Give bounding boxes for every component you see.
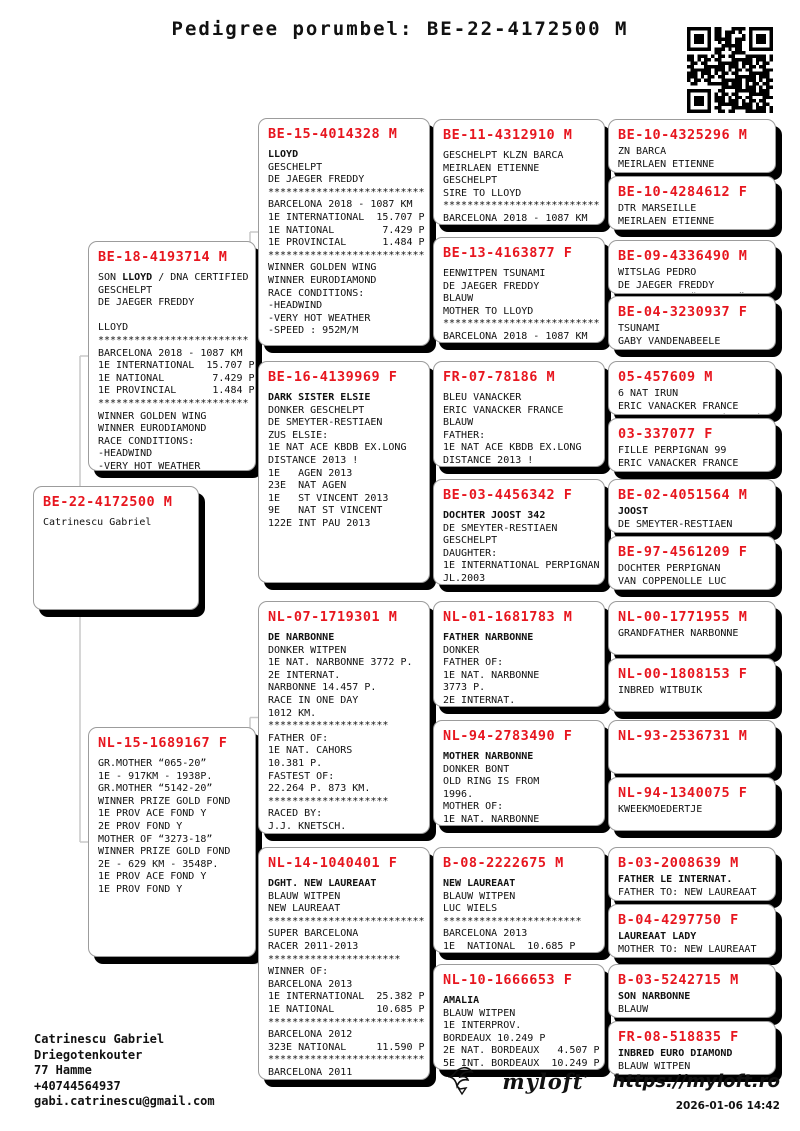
card-text-line [618, 747, 766, 760]
card-text-line: BARCELONA 2012 [268, 1029, 353, 1041]
ring-number: B-04-4297750 F [618, 912, 739, 928]
card-text-line: 1E NAT ACE KBDB EX.LONG [443, 442, 582, 454]
card-text-line: WINNER PRIZE GOLD FOND [98, 795, 231, 807]
card-text-line: ERIC VANACKER FRANCE [443, 404, 564, 416]
card-text-line: -HEADWIND [268, 300, 323, 312]
card-text-line: 1E NAT. CAHORS [268, 745, 353, 757]
card-text-line: ERIC VANACKER FRANCE [618, 400, 739, 412]
pedigree-card-BE-15-4014328-M [258, 118, 430, 346]
card-text-line: WINNER GOLDEN WING [268, 262, 377, 274]
owner-contact-line: gabi.catrinescu@gmail.com [34, 1094, 215, 1108]
card-text-line: NARBONNE 14.457 P. [268, 682, 377, 694]
card-text-line: 10.381 P. [268, 757, 323, 769]
card-text-line: MOTHER OF “3273-18” [98, 833, 213, 845]
card-text-line: DOCHTER JOOST 342 [443, 510, 546, 521]
site-url: https://myloft.ro [612, 1070, 780, 1092]
card-details [443, 995, 600, 1070]
card-text-line: FATHER: [443, 429, 486, 441]
card-text-line: MEIRLAEN ETIENNE [618, 215, 715, 227]
card-text-line: GESCHELPT [98, 284, 153, 296]
pedigree-card-NL-14-1040401-F [258, 847, 430, 1080]
card-text-line: 122E INT PAU 2013 [268, 517, 371, 529]
card-details [618, 388, 766, 415]
card-text-line: LLOYD [98, 322, 129, 334]
pedigree-card-NL-01-1681783-M [433, 601, 605, 707]
card-text-line [618, 531, 766, 533]
card-text-line: BLAUW [618, 1003, 649, 1015]
card-text-line: ZUS ELSIE: [268, 429, 329, 441]
pedigree-card-NL-10-1666653-F [433, 964, 605, 1070]
card-text-line: EENWITPEN TSUNAMI [443, 268, 546, 279]
card-text-line [618, 228, 766, 230]
card-text-line: LLOYD [268, 149, 299, 160]
ring-number: BE-13-4163877 F [443, 245, 573, 261]
card-text-line: 1E NATIONAL 7.429 P [268, 224, 425, 236]
card-text-line: WINNER GOLDEN WING [98, 410, 207, 422]
card-text-line: ******************** [268, 795, 389, 807]
card-details [618, 563, 766, 590]
card-text-line: 9E NAT ST VINCENT [268, 505, 383, 517]
owner-contact-line: +40744564937 [34, 1078, 121, 1093]
card-text-line: FASTEST OF: [268, 770, 335, 782]
card-text-line: ************************** [443, 200, 600, 212]
card-text-line [618, 899, 766, 901]
card-text-line: 2E NAT. BORDEAUX 4.507 P [443, 1045, 600, 1057]
ring-number: NL-00-1808153 F [618, 666, 748, 682]
pedigree-card-BE-04-3230937-F [608, 296, 776, 350]
card-text-line [98, 310, 246, 323]
card-text-line [618, 171, 766, 173]
card-text-line: ZN BARCA [618, 146, 667, 157]
card-details [443, 268, 600, 343]
ring-number: BE-97-4561209 F [618, 544, 748, 560]
card-text-line: WINNER EURODIAMOND [98, 423, 207, 435]
pedigree-card-NL-00-1808153-F [608, 658, 776, 712]
card-text-line: DONKER BONT [443, 763, 510, 775]
card-text-line [618, 698, 766, 711]
card-text-line: BLAUW WITPEN [268, 890, 341, 902]
card-text-line: GESCHELPT KLZN BARCA [443, 150, 564, 161]
card-details [443, 392, 595, 467]
pedigree-card-B-04-4297750-F [608, 904, 776, 958]
card-text-line: DE SMEYTER-RESTIAEN [268, 417, 383, 429]
card-text-line: NEW LAUREAAT [443, 878, 516, 889]
card-details [618, 506, 766, 533]
card-text-line: ******************** [268, 720, 389, 732]
card-details [618, 931, 766, 958]
pedigree-card-BE-18-4193714-M [88, 241, 256, 471]
card-details [618, 804, 766, 831]
card-text-line: 1E - 917KM - 1938P. [98, 770, 213, 782]
card-details [618, 991, 766, 1018]
card-text-line: ************************** [268, 1016, 425, 1028]
card-text-line: 2E INTERNAT. [443, 694, 516, 706]
ring-number: FR-08-518835 F [618, 1029, 739, 1045]
card-text-line [618, 956, 766, 958]
card-text-line: FATHER LE INTERNAT. [618, 874, 733, 885]
card-text-line: MEIRLAEN ETIENNE [443, 162, 540, 174]
footer-brand [448, 1064, 780, 1112]
pedigree-card-B-03-5242715-M [608, 964, 776, 1018]
card-text-line [618, 760, 766, 773]
card-text-line: GR.MOTHER “065-20” [98, 758, 207, 769]
card-text-line: GRANDFATHER NARBONNE [618, 628, 739, 639]
card-text-line: BORDEAUX 10.249 P [443, 1032, 546, 1044]
card-text-line: MOTHER TO LLOYD [443, 305, 534, 317]
card-text-line: 22.264 P. 873 KM. [268, 783, 371, 795]
card-text-line: OLD RING IS FROM [443, 776, 540, 788]
card-text-line: WINNER EURODIAMOND [268, 274, 377, 286]
card-text-line: 1E PROV ACE FOND Y [98, 871, 207, 883]
card-text-line: FATHER OF: [268, 732, 329, 744]
card-text-line: MEIRLAEN ETIENNE [618, 158, 715, 170]
card-details [618, 267, 766, 294]
card-text-line: BARCELONA 2018 - 1087 KM [443, 212, 588, 224]
ring-number: B-03-2008639 M [618, 855, 739, 871]
ring-number: BE-22-4172500 M [43, 494, 173, 510]
card-details [618, 445, 766, 472]
card-text-line: DARK SISTER ELSIE [268, 392, 371, 403]
card-text-line: ************************** [268, 249, 425, 261]
card-text-line: INBRED WITBUIK [618, 685, 703, 696]
card-details [268, 878, 425, 1080]
card-text-line: LAUREAAT LADY [618, 931, 697, 942]
card-text-line: DE SMEYTER-RESTIAEN [618, 518, 733, 530]
card-text-line: DAUGHTER: [443, 547, 498, 559]
card-text-line: J.J. KNETSCH. [268, 820, 347, 832]
card-text-line [618, 470, 766, 472]
ring-number: BE-03-4456342 F [443, 487, 573, 503]
card-text-line: DE JAEGER FREDDY [443, 280, 540, 292]
card-text-line: DONKER [443, 644, 480, 656]
card-text-line: 5E INT. BORDEAUX 10.249 P [443, 1057, 600, 1069]
card-text-line: BARCELONA 2013 [443, 928, 528, 940]
card-text-line: MOTHER TO: NEW LAUREAAT [618, 943, 757, 955]
ring-number: NL-01-1681783 M [443, 609, 573, 625]
pedigree-card-FR-07-78186-M [433, 361, 605, 467]
card-text-line: -HEADWIND [98, 448, 153, 460]
card-details [268, 632, 420, 834]
pedigree-card-NL-93-2536731-M [608, 720, 776, 774]
card-text-line: VAN COPPENOLLE LUC [618, 575, 727, 587]
ring-number: NL-00-1771955 M [618, 609, 748, 625]
card-text-line: 1E INTERNATIONAL 15.707 P [98, 360, 255, 372]
print-timestamp: 2026-01-06 14:42 [675, 1100, 780, 1112]
card-details [618, 874, 766, 901]
card-text-line: GR.MOTHER “5142-20” [98, 783, 213, 795]
card-text-line: DE JAEGER FREDDY [268, 174, 365, 186]
card-text-line: 1996. [443, 788, 474, 800]
card-text-line [618, 348, 766, 350]
pedigree-card-NL-15-1689167-F [88, 727, 256, 957]
card-text-line: 1E PROVINCIAL 1.484 P [268, 237, 425, 249]
card-text-line: DE JAEGER FREDDY [98, 297, 195, 309]
ring-number: FR-07-78186 M [443, 369, 556, 385]
card-text-line: 1E NATIONAL 10.685 P [443, 940, 576, 952]
card-text-line: BARCELONA 2018 - 1087 KM [268, 199, 413, 211]
card-text-line: 1E NAT. NARBONNE 3772 P. [268, 657, 413, 669]
pedigree-card-BE-16-4139969-F [258, 361, 430, 583]
ring-number: 05-457609 M [618, 369, 713, 385]
card-text-line: ************************** [268, 186, 425, 198]
card-text-line: 1E NAT. NARBONNE [443, 813, 540, 825]
card-text-line: FILLE PERPIGNAN 99 [618, 445, 727, 456]
ring-number: BE-15-4014328 M [268, 126, 398, 142]
card-details [43, 517, 189, 530]
card-text-line: ************************* [98, 334, 249, 346]
ring-number: BE-09-4336490 M [618, 248, 748, 264]
card-text-line: DGHT. NEW LAUREAAT [268, 878, 377, 889]
card-text-line: JL.2003 [443, 572, 486, 584]
card-text-line: DISTANCE 2013 ! [443, 454, 534, 466]
card-text-line: RACED BY: [268, 808, 323, 820]
card-details [268, 392, 420, 531]
card-text-line: 2E INTERNAT. [268, 669, 341, 681]
card-text-line: BARCELONA 2018 - 1087 KM [98, 347, 243, 359]
card-details [443, 751, 595, 826]
card-text-line: KWEEKMOEDERTJE [618, 804, 703, 815]
card-text-line: BLAUW [443, 293, 474, 305]
pedigree-card-BE-03-4456342-F [433, 479, 605, 585]
card-text-line [618, 1016, 766, 1018]
ring-number: NL-94-2783490 F [443, 728, 573, 744]
ring-number: BE-18-4193714 M [98, 249, 228, 265]
card-text-line: 1E INTERPROV. [443, 1020, 522, 1032]
card-text-line: 1E NATIONAL 7.429 P [98, 372, 255, 384]
card-text-line: RACE CONDITIONS: [98, 435, 195, 447]
card-details [443, 632, 595, 707]
card-text-line: 1E PROVINCIAL 1.484 P [98, 385, 255, 397]
card-text-line: TSUNAMI [618, 323, 661, 334]
pedigree-card-BE-97-4561209-F [608, 536, 776, 590]
ring-number: BE-04-3230937 F [618, 304, 748, 320]
card-text-line: GESCHELPT [443, 175, 498, 187]
pedigree-card-BE-22-4172500-M [33, 486, 199, 610]
pedigree-card-BE-13-4163877-F [433, 237, 605, 343]
card-text-line: 2E PROV FOND Y [98, 820, 183, 832]
card-text-line: LUC WIELS [443, 903, 498, 915]
card-text-line: GESCHELPT [268, 161, 323, 173]
card-text-line: WINNER PRIZE GOLD FOND [98, 846, 231, 858]
card-text-line [618, 641, 766, 654]
card-text-line: BARCELONA 2013 [268, 978, 353, 990]
ring-number: B-08-2222675 M [443, 855, 564, 871]
card-details [618, 323, 766, 350]
pedigree-card-BE-02-4051564-M [608, 479, 776, 533]
card-text-line: ERIC VANACKER FRANCE [618, 457, 739, 469]
ring-number: BE-16-4139969 F [268, 369, 398, 385]
card-details [618, 628, 766, 655]
card-text-line: DISTANCE 2013 ! [268, 454, 359, 466]
card-text-line: ************************** [268, 915, 425, 927]
card-details [618, 685, 766, 712]
card-text-line: BLAUW [443, 417, 474, 429]
card-text-line: WITSLAG PEDRO [618, 267, 697, 278]
card-text-line: ************************* [98, 397, 249, 409]
owner-contact-line: 77 Hamme [34, 1063, 92, 1077]
card-text-line: *********************** [443, 915, 582, 927]
card-text-line: 1E PROV ACE FOND Y [98, 808, 207, 820]
card-text-line: BLAUW WITPEN [443, 1007, 516, 1019]
card-text-line: 1E NATIONAL 10.685 P [268, 1003, 425, 1015]
pedigree-card-NL-94-2783490-F [433, 720, 605, 826]
ring-number: NL-93-2536731 M [618, 728, 748, 744]
card-text-line: Catrinescu Gabriel [43, 517, 152, 528]
card-text-line: 23E NAT AGEN [268, 480, 347, 492]
card-text-line: 3773 P. [443, 682, 486, 694]
card-text-line [618, 413, 766, 415]
card-text-line: DE JAEGER FREDDY [618, 279, 715, 291]
owner-contact-line: Catrinescu Gabriel [34, 1032, 165, 1046]
ring-number: NL-10-1666653 F [443, 972, 573, 988]
card-text-line: 1E INTERNATIONAL PERPIGNAN [443, 560, 600, 572]
card-text-line: 1E INTERNATIONAL 25.382 P [268, 991, 425, 1003]
card-text-line: ************************** [268, 1054, 425, 1066]
card-text-line: 1E ST VINCENT 2013 [268, 492, 389, 504]
pedigree-card-BE-10-4325296-M [608, 119, 776, 173]
card-text-line: RACE CONDITIONS: [268, 287, 365, 299]
card-text-line: FATHER OF: [443, 657, 504, 669]
card-text-line: RACER 2011-2013 [268, 940, 359, 952]
myloft-logo-text: myloft° [502, 1068, 589, 1094]
page-title: Pedigree porumbel: BE-22-4172500 M [171, 18, 629, 40]
card-text-line: 1E PROV FOND Y [98, 883, 183, 895]
card-text-line [618, 653, 766, 655]
card-details [98, 272, 255, 471]
card-text-line [618, 772, 766, 774]
card-text-line: 323E NATIONAL 11.590 P [268, 1041, 425, 1053]
card-text-line: FATHER TO: NEW LAUREAAT [618, 886, 757, 898]
card-text-line: SIRE TO LLOYD [443, 187, 522, 199]
pedigree-card-NL-07-1719301-M [258, 601, 430, 834]
card-text-line: 6 NAT IRUN [618, 388, 679, 399]
pedigree-card-BE-11-4312910-M [433, 119, 605, 225]
ring-number: BE-11-4312910 M [443, 127, 573, 143]
card-text-line: DOCHTER PERPIGNAN [618, 563, 721, 574]
card-details [618, 203, 766, 230]
card-text-line: DE NARBONNE [268, 632, 335, 643]
card-text-line: BLAUW WITPEN [618, 1060, 691, 1072]
card-text-line: FATHER NARBONNE [443, 632, 534, 643]
card-details [618, 146, 766, 173]
ring-number: NL-07-1719301 M [268, 609, 398, 625]
card-text-line: DONKER WITPEN [268, 644, 347, 656]
bird-logo-icon [448, 1064, 492, 1098]
card-text-line [618, 817, 766, 830]
ring-number: BE-10-4284612 F [618, 184, 748, 200]
ring-number: B-03-5242715 M [618, 972, 739, 988]
pedigree-card-BE-09-4336490-M [608, 240, 776, 294]
card-text-line: NEW LAUREAAT [268, 903, 341, 915]
card-text-line [618, 292, 766, 294]
card-text-line: WINNER OF: [268, 966, 329, 978]
card-text-line [618, 588, 766, 590]
card-details [268, 149, 425, 338]
ring-number: NL-14-1040401 F [268, 855, 398, 871]
ring-number: NL-15-1689167 F [98, 735, 228, 751]
card-details [98, 758, 246, 897]
card-text-line [618, 710, 766, 712]
card-text-line: SON LLOYD / DNA CERTIFIED [98, 272, 249, 283]
card-text-line: ********************** [268, 953, 401, 965]
card-text-line: 1E INTERNATIONAL 15.707 P [268, 211, 425, 223]
card-details [618, 747, 766, 774]
card-text-line: MOTHER NARBONNE [443, 751, 534, 762]
card-text-line: RACE IN ONE DAY [268, 694, 359, 706]
card-text-line: 1E AGEN 2013 [268, 467, 353, 479]
card-text-line: 1012 KM. [268, 707, 317, 719]
ring-number: BE-10-4325296 M [618, 127, 748, 143]
pedigree-card-B-03-2008639-M [608, 847, 776, 901]
ring-number: 03-337077 F [618, 426, 713, 442]
card-text-line: -VERY HOT WEATHER [98, 460, 201, 471]
card-text-line: BARCELONA 2011 [268, 1066, 353, 1078]
card-text-line: BARCELONA 2018 - 1087 KM [443, 330, 588, 342]
card-text-line: AMALIA [443, 995, 480, 1006]
card-text-line: SUPER BARCELONA [268, 928, 359, 940]
card-details [443, 878, 595, 953]
card-text-line: 1E NAT. NARBONNE [443, 669, 540, 681]
card-text-line: 2E - 629 KM - 3548P. [98, 858, 219, 870]
card-details [443, 510, 600, 585]
owner-contact-line: Driegotenkouter [34, 1047, 143, 1062]
card-text-line: DTR MARSEILLE [618, 203, 697, 214]
card-text-line: GABY VANDENABEELE [618, 335, 721, 347]
pedigree-card-NL-00-1771955-M [608, 601, 776, 655]
card-text-line [618, 829, 766, 831]
card-text-line: DONKER GESCHELPT [268, 404, 365, 416]
card-text-line: DE SMEYTER-RESTIAEN [443, 522, 558, 534]
card-text-line: -VERY HOT WEATHER [268, 312, 371, 324]
card-details [443, 150, 600, 225]
pedigree-card-05-457609-M [608, 361, 776, 415]
card-text-line: SON NARBONNE [618, 991, 691, 1002]
card-text-line: BLAUW WITPEN [443, 890, 516, 902]
card-text-line: INBRED EURO DIAMOND [618, 1048, 733, 1059]
card-text-line: JOOST [618, 506, 649, 517]
card-text-line: GESCHELPT [443, 535, 498, 547]
card-text-line: 1E NAT ACE KBDB EX.LONG [268, 442, 407, 454]
pedigree-card-03-337077-F [608, 418, 776, 472]
card-text-line: MOTHER OF: [443, 801, 504, 813]
ring-number: BE-02-4051564 M [618, 487, 748, 503]
pedigree-card-BE-10-4284612-F [608, 176, 776, 230]
pedigree-card-B-08-2222675-M [433, 847, 605, 953]
card-text-line: ************************** [443, 318, 600, 330]
ring-number: NL-94-1340075 F [618, 785, 748, 801]
pedigree-card-NL-94-1340075-F [608, 777, 776, 831]
card-text-line: BLEU VANACKER [443, 392, 522, 403]
card-text-line: -SPEED : 952M/M [268, 325, 359, 337]
